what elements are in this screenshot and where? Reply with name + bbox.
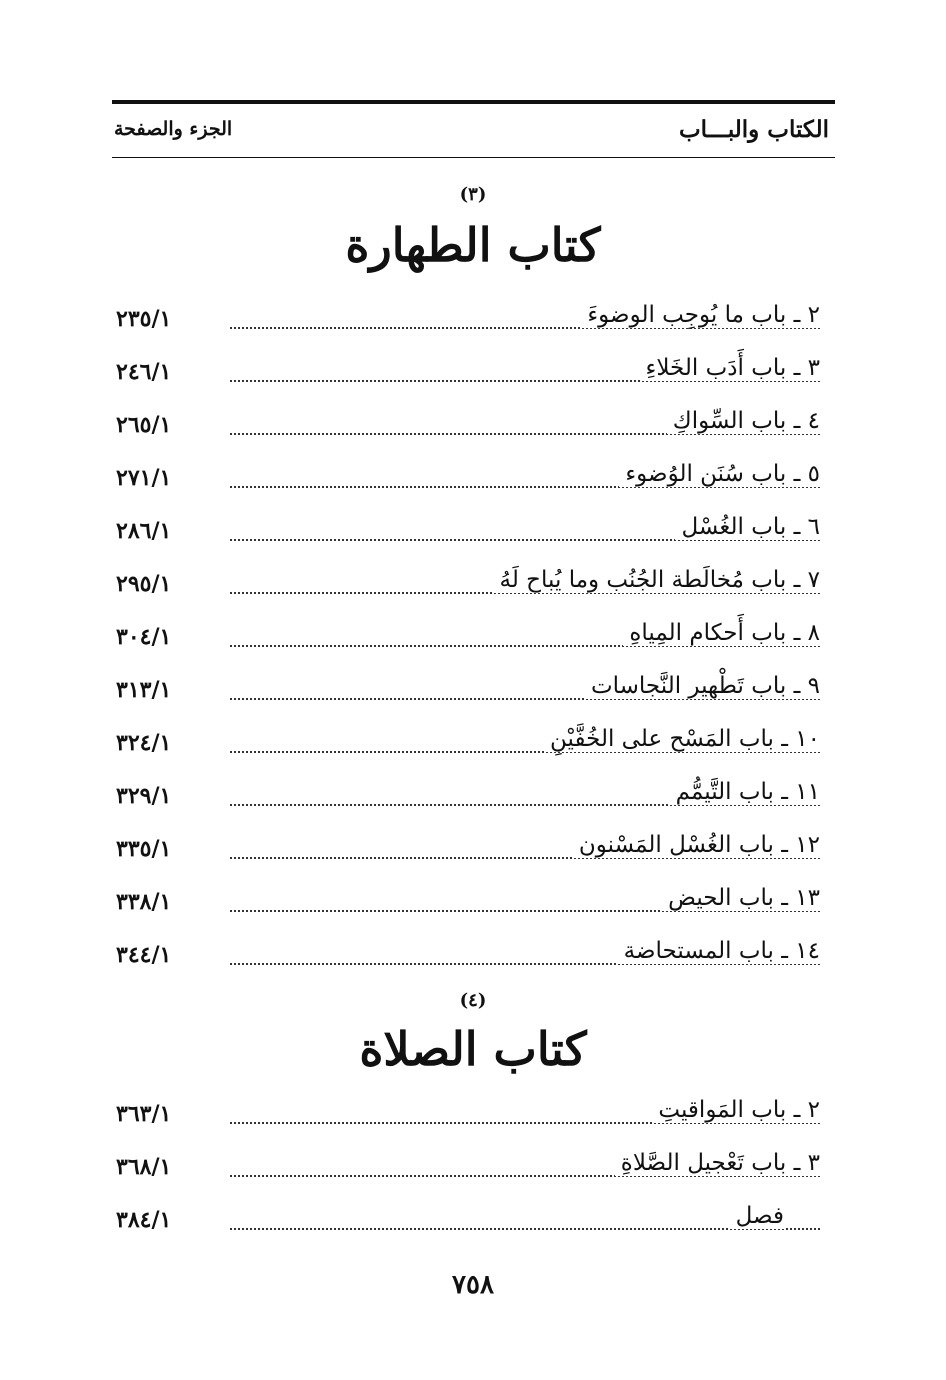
section-title-calligraphy [0,1022,946,1076]
toc-entry[interactable] [112,408,832,448]
toc-entry[interactable] [112,1150,832,1190]
entry-page: ٣٦٣/١ [116,1101,172,1127]
section-title: كتاب الطهارة [345,218,601,272]
header-right-title: الكتاب والبـــاب [678,116,829,143]
entry-page: ٣٠٤/١ [116,624,172,650]
entry-page: ٣٢٩/١ [116,783,172,809]
running-header [112,100,835,158]
entry-title: ٧ ـ باب مُخالَطة الجُنُب وما يُباح لَهُ [494,567,820,593]
entry-title: ٩ ـ باب تَطْهير النَّجاسات [585,673,820,699]
entry-page: ٢٣٥/١ [116,306,172,332]
entry-title: ٤ ـ باب السِّواكِ [667,408,820,434]
page-number: ٧٥٨ [452,1270,494,1300]
entry-title: ٢ ـ باب المَواقيتِ [652,1097,820,1123]
entry-page: ٣٣٨/١ [116,889,172,915]
entry-title: ٨ ـ باب أَحكام المِياهِ [623,620,820,646]
entry-title: ٦ ـ باب الغُسْل [675,514,820,540]
section-number: (٣) [459,184,487,205]
entry-page: ٢٧١/١ [116,465,172,491]
toc-entry[interactable] [112,726,832,766]
section-title: كتاب الصلاة [359,1022,587,1076]
section-number: (٤) [459,990,487,1011]
entry-title: فصل [730,1203,784,1229]
toc-entry[interactable] [112,514,832,554]
entry-page: ٢٦٥/١ [116,412,172,438]
entry-page: ٣٣٥/١ [116,836,172,862]
entry-page: ٢٤٦/١ [116,359,172,385]
entry-page: ٢٩٥/١ [116,571,172,597]
entry-title: ٣ ـ باب أَدَب الخَلاءِ [640,355,820,381]
toc-entry[interactable] [112,1097,832,1137]
toc-entry[interactable] [112,302,832,342]
entry-title: ٥ ـ باب سُنَن الوُضوء [619,461,820,487]
section-title-calligraphy [0,218,946,272]
entry-title: ١٠ ـ باب المَسْح على الخُفَّيْنِ [544,726,820,752]
entry-title: ١٢ ـ باب الغُسْل المَسْنون [573,832,820,858]
entry-page: ٣٢٤/١ [116,730,172,756]
toc-entry[interactable] [112,673,832,713]
toc-entry[interactable] [112,885,832,925]
toc-entry[interactable] [112,1203,832,1243]
entry-title: ٢ ـ باب ما يُوجِب الوضوءَ [581,302,820,328]
toc-entry[interactable] [112,779,832,819]
entry-page: ٣٨٤/١ [116,1207,172,1233]
entry-title: ١١ ـ باب التَّيمُّم [670,779,820,805]
toc-entry[interactable] [112,832,832,872]
entry-page: ٢٨٦/١ [116,518,172,544]
toc-entry[interactable] [112,567,832,607]
entry-page: ٣٤٤/١ [116,942,172,968]
entry-page: ٣١٣/١ [116,677,172,703]
entry-title: ١٤ ـ باب المستحاضة [618,938,820,964]
entry-title: ٣ ـ باب تَعْجيل الصَّلاةِ [615,1150,820,1176]
entry-title: ١٣ ـ باب الحيض [662,885,820,911]
toc-entry[interactable] [112,938,832,978]
toc-entry[interactable] [112,620,832,660]
toc-entry[interactable] [112,355,832,395]
toc-entry[interactable] [112,461,832,501]
header-left-title: الجزء والصفحة [114,118,233,140]
entry-page: ٣٦٨/١ [116,1154,172,1180]
